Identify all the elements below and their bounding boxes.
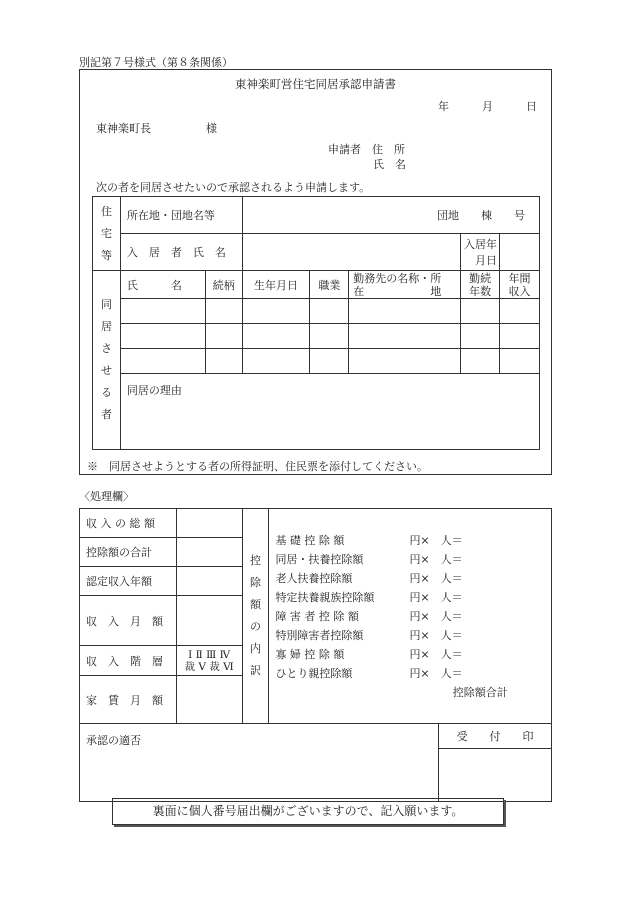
cohabitant-row: [93, 299, 540, 324]
date-day-label: 日: [526, 100, 537, 113]
deduction-sum-label: 控除額の合計: [80, 538, 177, 567]
approval-label: 承認の適否: [86, 734, 141, 747]
total-income-field[interactable]: [176, 509, 242, 538]
total-income-label: 収 入 の 総 額: [80, 509, 177, 538]
monthly-income-field[interactable]: [176, 596, 242, 646]
deduction-row: 障 害 者 控 除 額 円× 人＝: [275, 609, 463, 623]
deduction-row: 特定扶養親族控除額 円× 人＝: [275, 590, 463, 604]
form-label: 別記第７号様式（第８条関係）: [79, 56, 233, 69]
header-workplace: 勤務先の名称・所 在 地: [349, 271, 461, 299]
header-relationship: 続柄: [205, 271, 242, 299]
deduction-row: 老人扶養控除額 円× 人＝: [275, 571, 463, 585]
reason-label: 同居の理由: [126, 384, 182, 397]
deduction-row: ひとり親控除額 円× 人＝: [275, 666, 463, 680]
certified-income-field[interactable]: [176, 567, 242, 596]
monthly-income-label: 収 入 月 額: [80, 596, 177, 646]
my-number-notice: 裏面に個人番号届出欄がございますので、記入願います。: [112, 798, 504, 825]
date-year-label: 年: [438, 100, 449, 113]
deduction-row: 同居・扶養控除額 円× 人＝: [275, 552, 463, 566]
deduction-total-label: 控除額合計: [452, 685, 508, 699]
approval-field[interactable]: [80, 724, 439, 802]
form-title: 東神楽町営住宅同居承認申請書: [235, 77, 396, 91]
header-occupation: 職業: [310, 271, 349, 299]
deduction-breakdown: [269, 509, 552, 724]
location-value: 団地 棟 号: [242, 197, 539, 234]
processing-caption: 〈処理欄〉: [79, 490, 134, 503]
processing-table: [79, 508, 552, 802]
application-table: [92, 196, 540, 450]
resident-name-field[interactable]: [242, 234, 461, 271]
income-class-options: Ⅰ Ⅱ Ⅲ Ⅳ 裁 Ⅴ 裁 Ⅵ: [176, 646, 242, 676]
resident-name-label: 入 居 者 氏 名: [120, 234, 242, 271]
deduction-row: 寡 婦 控 除 額 円× 人＝: [275, 647, 463, 661]
move-in-date-field[interactable]: [500, 234, 540, 271]
rent-field[interactable]: [176, 676, 242, 724]
deduction-side-label: 控 除 額 の 内 訳: [242, 509, 269, 724]
application-form: [79, 69, 552, 475]
receipt-stamp-label: 受 付 印: [439, 724, 552, 749]
request-text: 次の者を同居させたいので承認されるよう申請します。: [96, 181, 371, 194]
move-in-date-label: 入居年月日: [461, 234, 500, 271]
header-birthdate: 生年月日: [242, 271, 310, 299]
applicant-label: 申請者: [328, 143, 361, 156]
deduction-row: 基 礎 控 除 額 円× 人＝: [275, 533, 463, 547]
attachment-note: ※ 同居させようとする者の所得証明、住民票を添付してください。: [87, 460, 428, 473]
name-label: 氏 名: [373, 158, 406, 171]
header-annual-income: 年間 収入: [500, 271, 540, 299]
applicant-block: [328, 142, 406, 172]
header-years-employed: 勤続 年数: [461, 271, 500, 299]
date-line: [438, 98, 537, 114]
certified-income-label: 認定収入年額: [80, 567, 177, 596]
receipt-stamp-field[interactable]: [439, 749, 552, 802]
cohabitant-row: [93, 349, 540, 374]
housing-side-label: 住 宅 等: [93, 197, 121, 271]
addressee: 東神楽町長 様: [96, 122, 217, 135]
header-name: 氏 名: [120, 271, 205, 299]
cohabitant-row: [93, 324, 540, 349]
reason-field[interactable]: [120, 374, 539, 450]
date-month-label: 月: [482, 100, 493, 113]
deduction-sum-field[interactable]: [176, 538, 242, 567]
address-label: 住 所: [372, 143, 405, 156]
location-label: 所在地・団地名等: [120, 197, 242, 234]
cohabitant-side-label: 同 居 さ せ る 者: [93, 271, 121, 450]
deduction-row: 特別障害者控除額 円× 人＝: [275, 628, 463, 642]
income-class-label: 収 入 階 層: [80, 646, 177, 676]
rent-label: 家 賃 月 額: [80, 676, 177, 724]
